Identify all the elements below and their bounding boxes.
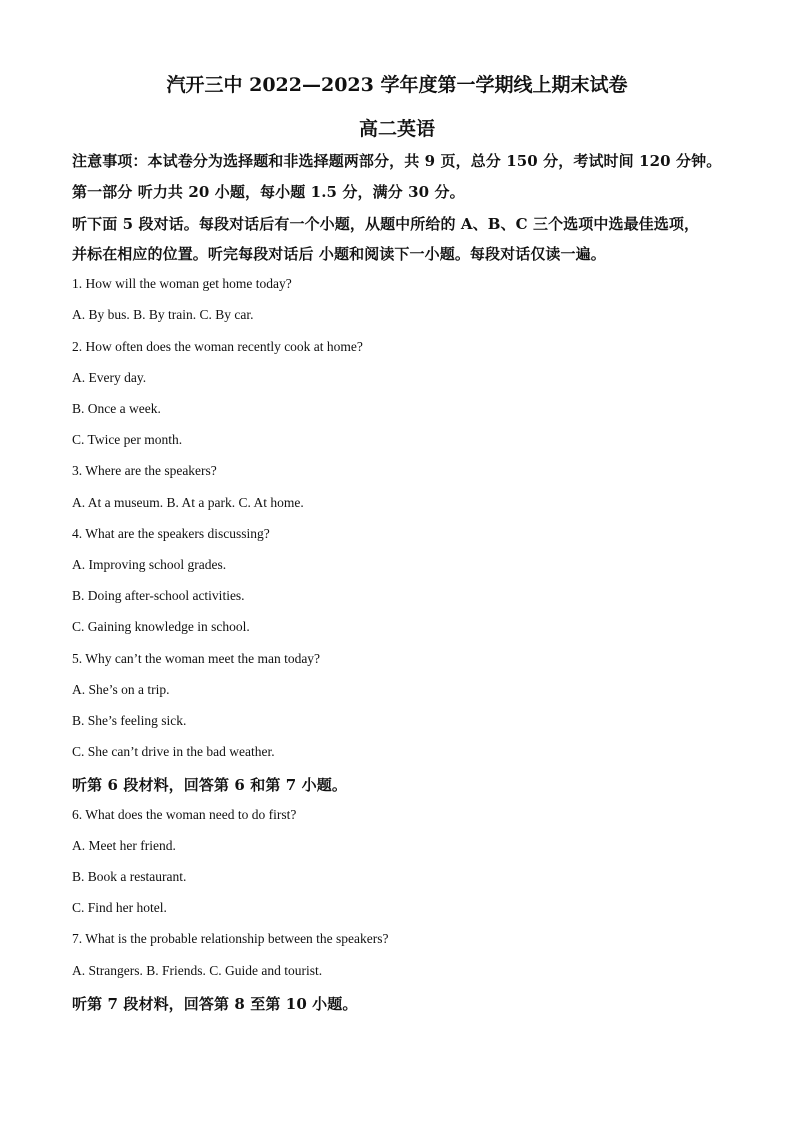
question-6-option-b: B. Book a restaurant. <box>72 869 187 884</box>
question-4-option-c: C. Gaining knowledge in school. <box>72 619 250 634</box>
question-6-option-a: A. Meet her friend. <box>72 838 176 853</box>
question-7: 7. What is the probable relationship between the speakers? <box>72 931 389 946</box>
exam-subtitle: 高二英语 <box>358 118 435 140</box>
notice-text: 注意事项：本试卷分为选择题和非选择题两部分，共 9 页，总分 150 分，考试时间 120 分钟。 <box>72 152 722 170</box>
question-5-option-c: C. She can’t drive in the bad weather. <box>72 744 275 759</box>
question-6-option-c: C. Find her hotel. <box>72 900 167 915</box>
question-2: 2. How often does the woman recently cook at home? <box>72 339 363 354</box>
question-7-options: A. Strangers. B. Friends. C. Guide and tourist. <box>72 963 323 978</box>
question-1: 1. How will the woman get home today? <box>72 276 292 291</box>
question-6: 6. What does the woman need to do first? <box>72 807 297 822</box>
question-4-option-a: A. Improving school grades. <box>72 557 227 572</box>
question-1-options: A. By bus. B. By train. C. By car. <box>72 307 254 322</box>
question-2-option-a: A. Every day. <box>72 370 147 385</box>
section-6-heading: 听第 6 段材料，回答第 6 和第 7 小题。 <box>72 776 347 794</box>
exam-title: 汽开三中 2022—2023 学年度第一学期线上期末试卷 <box>166 74 628 96</box>
question-3-options: A. At a museum. B. At a park. C. At home. <box>72 495 304 510</box>
part1-heading: 第一部分 听力共 20 小题，每小题 1.5 分，满分 30 分。 <box>72 183 465 201</box>
question-2-option-c: C. Twice per month. <box>72 432 183 447</box>
question-5: 5. Why can’t the woman meet the man today? <box>72 651 321 666</box>
question-3: 3. Where are the speakers? <box>72 463 217 478</box>
question-5-option-a: A. She’s on a trip. <box>72 682 170 697</box>
question-4-option-b: B. Doing after-school activities. <box>72 588 245 603</box>
section-7-heading: 听第 7 段材料，回答第 8 至第 10 小题。 <box>72 995 358 1013</box>
question-4: 4. What are the speakers discussing? <box>72 526 270 541</box>
instructions-line1: 听下面 5 段对话。每段对话后有一个小题，从题中所给的 A、B、C 三个选项中选最佳选项， <box>72 215 700 233</box>
question-5-option-b: B. She’s feeling sick. <box>72 713 187 728</box>
question-2-option-b: B. Once a week. <box>72 401 161 416</box>
instructions-line2: 并标在相应的位置。听完每段对话后 小题和阅读下一小题。每段对话仅读一遍。 <box>72 245 606 263</box>
